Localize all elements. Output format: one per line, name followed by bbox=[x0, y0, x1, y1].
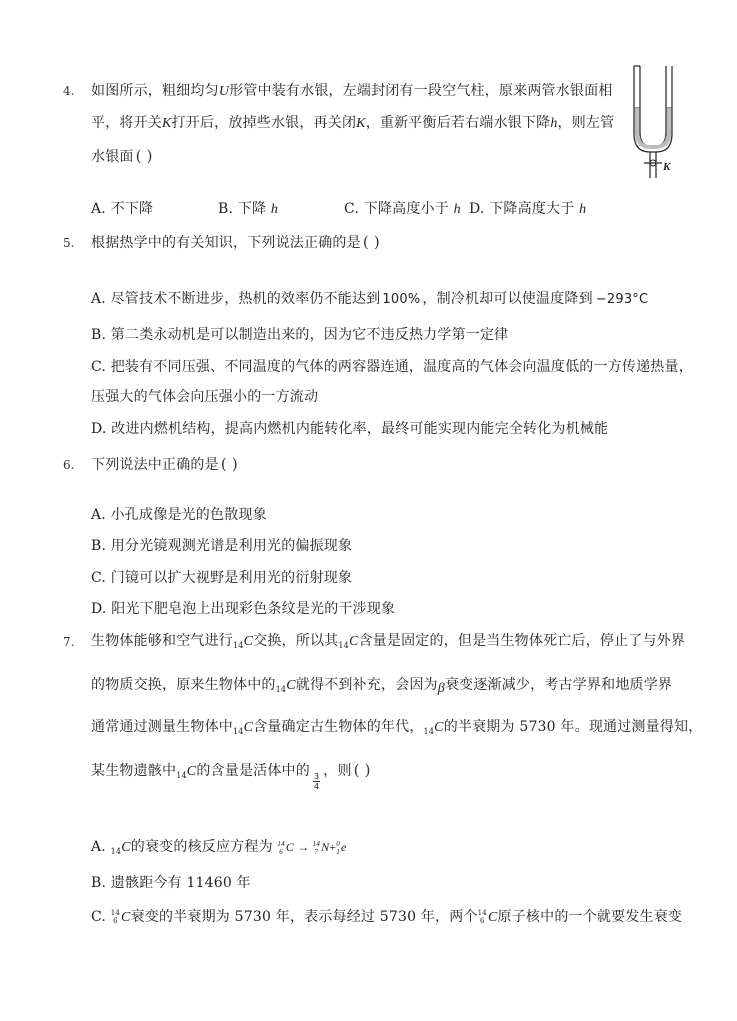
question-4-option-d: D. 下降高度大于 h bbox=[469, 201, 587, 217]
question-4-line-1: 如图所示，粗细均匀U形管中装有水银，左端封闭有一段空气柱，原来两管水银面相 bbox=[91, 83, 613, 99]
question-6-number: 6. bbox=[63, 458, 75, 472]
u-tube-figure bbox=[628, 60, 678, 190]
question-4-line-3: 水银面 ( ) bbox=[91, 147, 153, 165]
question-5-option-c-line-2: 压强大的气体会向压强小的一方流动 bbox=[91, 389, 319, 405]
question-5-option-c-line-1: C. 把装有不同压强、不同温度的气体的两容器连通，温度高的气体会向温度低的一方传递热量， bbox=[91, 359, 693, 375]
question-4-line-2: 平，将开关K打开后，放掉些水银，再关闭K，重新平衡后若右端水银下降h，则左管 bbox=[91, 115, 615, 131]
question-6-option-d: D. 阳光下肥皂泡上出现彩色条纹是光的干涉现象 bbox=[91, 601, 396, 617]
question-6-option-b: B. 用分光镜观测光谱是利用光的偏振现象 bbox=[91, 538, 353, 554]
question-4-option-c: C. 下降高度小于 h bbox=[344, 201, 461, 217]
question-5-number: 5. bbox=[63, 236, 75, 250]
question-4-option-b: B. 下降 h bbox=[218, 201, 279, 217]
answer-blank: ( ) bbox=[220, 455, 238, 473]
question-4-number: 4. bbox=[63, 84, 75, 98]
answer-blank: ( ) bbox=[353, 761, 371, 779]
fraction-three-quarters: $\frac{3}{4}$ bbox=[313, 772, 320, 791]
question-5-stem: 根据热学中的有关知识，下列说法正确的是 ( ) bbox=[91, 233, 380, 251]
question-7-line-1: 生物体能够和空气进行$_{14}$C交换，所以其$_{14}$C含量是固定的，但是当生物体死亡后，停止了与外界 bbox=[91, 633, 686, 650]
question-5-option-d: D. 改进内燃机结构，提高内燃机内能转化率，最终可能实现内能完全转化为机械能 bbox=[91, 421, 609, 437]
nuclear-equation: 14 6 C → 14 7 N+ 0 1 e bbox=[277, 840, 347, 857]
question-7-option-a: A. $_{14}$C的衰变的核反应方程为 14 6 C → 14 7 N+ 0 1 e bbox=[91, 839, 347, 857]
question-7-number: 7. bbox=[63, 635, 75, 649]
question-5-option-b: B. 第二类永动机是可以制造出来的，因为它不违反热力学第一定律 bbox=[91, 327, 509, 343]
question-7-line-3: 通常通过测量生物体中$_{14}$C含量确定古生物体的年代，$_{14}$C的半衰期为 5730 年。现通过测量得知， bbox=[91, 719, 703, 736]
u-tube-diagram bbox=[628, 60, 678, 190]
question-6-option-a: A. 小孔成像是光的色散现象 bbox=[91, 507, 267, 523]
valve-label: K bbox=[663, 161, 671, 173]
question-5-option-a: A. 尽管技术不断进步，热机的效率仍不能达到 100% ，制冷机却可以使温度降到 −293°C bbox=[91, 291, 649, 307]
question-6-stem: 下列说法中正确的是 ( ) bbox=[91, 455, 238, 473]
question-4-option-a: A. 不下降 bbox=[91, 201, 154, 217]
answer-blank: ( ) bbox=[135, 147, 153, 165]
question-7-line-2: 的物质交换，原来生物体中的$_{14}$C就得不到补充，会因为β衰变逐渐减少，考古学界和地质学界 bbox=[91, 677, 673, 696]
question-7-option-c: C. 14 6 C衰变的半衰期为 5730 年，表示每经过 5730 年，两个 14 6 C原子核中的一个就要发生衰变 bbox=[91, 909, 683, 925]
question-6-option-c: C. 门镜可以扩大视野是利用光的衍射现象 bbox=[91, 570, 353, 586]
question-7-line-4: 某生物遗骸中$_{14}$C的含量是活体中的 $\frac{3}{4}$ ，则 ( ) bbox=[91, 761, 371, 791]
question-7-option-b: B. 遗骸距今有 11460 年 bbox=[91, 875, 251, 891]
answer-blank: ( ) bbox=[362, 233, 380, 251]
